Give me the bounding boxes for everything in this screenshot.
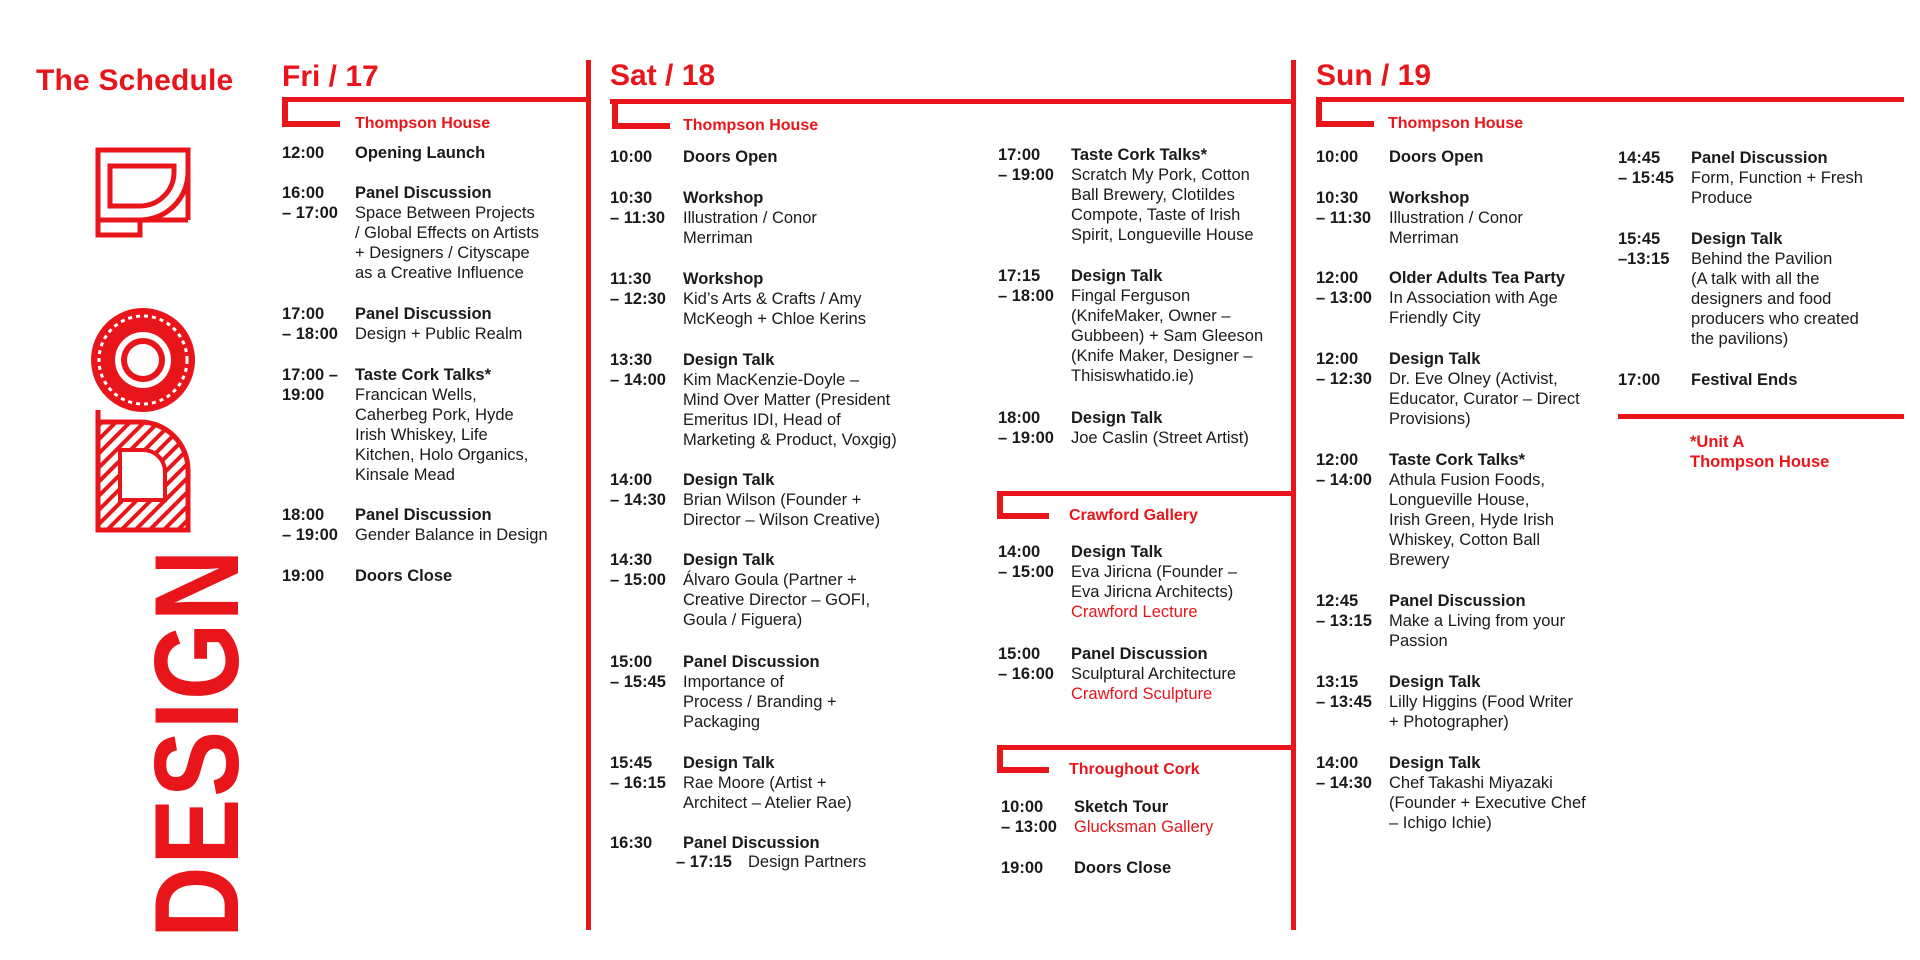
entry-description: Sculptural Architecture <box>1071 665 1237 683</box>
entry-time-end: – 17:15 <box>676 853 732 871</box>
entry-time: 10:00 <box>610 148 653 166</box>
entry-description: Form, Function + Fresh Produce <box>1691 169 1863 207</box>
entry-time: 15:45 –13:15 <box>1618 230 1670 268</box>
entry-title: Panel Discussion <box>355 184 492 202</box>
entry-description: Illustration / Conor Merriman <box>683 209 817 247</box>
entry-time: 12:00 – 14:00 <box>1316 451 1372 489</box>
entry-description: In Association with Age Friendly City <box>1389 289 1558 327</box>
entry-time: 17:00 – 19:00 <box>998 146 1054 184</box>
crawford-bracket <box>997 491 1049 519</box>
sun-header-rule <box>1316 97 1904 102</box>
design-pop-logo <box>90 120 270 940</box>
entry-title: Design Talk <box>1389 350 1481 368</box>
entry-title: Panel Discussion <box>355 305 492 323</box>
entry-title: Doors Open <box>683 148 778 166</box>
entry-description: Scratch My Pork, Cotton Ball Brewery, Clotildes Compote, Taste of Irish Spirit, Longueville House <box>1071 166 1254 244</box>
entry-description: Kim MacKenzie-Doyle – Mind Over Matter (President Emeritus IDI, Head of Marketing & Product, Voxgig) <box>683 371 897 449</box>
entry-title: Panel Discussion <box>683 834 820 852</box>
entry-title: Design Talk <box>1691 230 1783 248</box>
crawford-venue: Crawford Gallery <box>1069 507 1198 524</box>
entry-title: Panel Discussion <box>1071 645 1208 663</box>
entry-description: Illustration / Conor Merriman <box>1389 209 1523 247</box>
entry-time: 12:00 <box>282 144 325 162</box>
entry-time: 12:00 – 13:00 <box>1316 269 1372 307</box>
entry-time: 17:00 – 19:00 <box>282 366 338 404</box>
entry-time: 17:15 – 18:00 <box>998 267 1054 305</box>
entry-description: Brian Wilson (Founder + Director – Wilson Creative) <box>683 491 881 529</box>
entry-title: Taste Cork Talks* <box>1389 451 1526 469</box>
entry-title: Design Talk <box>1071 409 1163 427</box>
entry-time: 19:00 <box>282 567 325 585</box>
entry-title: Design Talk <box>683 351 775 369</box>
entry-title: Workshop <box>683 270 764 288</box>
entry-time: 10:00 – 13:00 <box>1001 798 1057 836</box>
entry-description: Chef Takashi Miyazaki (Founder + Executive Chef – Ichigo Ichie) <box>1389 774 1586 832</box>
entry-description: Álvaro Goula (Partner + Creative Director – GOFI, Goula / Figuera) <box>683 571 871 629</box>
logo-o-sunburst <box>91 308 195 412</box>
entry-title: Taste Cork Talks* <box>355 366 492 384</box>
entry-title: Workshop <box>1389 189 1470 207</box>
entry-title: Opening Launch <box>355 144 486 162</box>
entry-time: 17:00 <box>1618 371 1661 389</box>
entry-time: 17:00 – 18:00 <box>282 305 338 343</box>
entry-time: 10:30 – 11:30 <box>610 189 666 227</box>
entry-time: 18:00 – 19:00 <box>282 506 338 544</box>
entry-description: Kid’s Arts & Crafts / Amy McKeogh + Chloe Kerins <box>683 290 866 328</box>
unit-note: *Unit A Thompson House <box>1690 433 1830 471</box>
entry-description: Dr. Eve Olney (Activist, Educator, Curator – Direct Provisions) <box>1389 370 1580 428</box>
entry-description: Design + Public Realm <box>355 325 523 343</box>
fri-venue: Thompson House <box>355 115 491 132</box>
day-title-sun: Sun / 19 <box>1316 59 1432 92</box>
entry-title: Doors Open <box>1389 148 1484 166</box>
entry-location: Crawford Lecture <box>1071 603 1198 621</box>
entry-title: Taste Cork Talks* <box>1071 146 1208 164</box>
entry-description: Gender Balance in Design <box>355 526 548 544</box>
fri-venue-bracket <box>282 100 340 127</box>
throughout-bracket <box>997 745 1049 773</box>
sun-venue-bracket <box>1316 100 1374 127</box>
entry-description: Design Partners <box>748 853 867 871</box>
entry-time: 18:00 – 19:00 <box>998 409 1054 447</box>
entry-title: Design Talk <box>683 471 775 489</box>
entry-time: 13:15 – 13:45 <box>1316 673 1372 711</box>
entry-title: Older Adults Tea Party <box>1389 269 1566 287</box>
day-title-sat: Sat / 18 <box>610 59 716 92</box>
sat-venue-bracket <box>612 102 670 129</box>
entry-location: Glucksman Gallery <box>1074 818 1214 836</box>
entry-title: Design Talk <box>683 754 775 772</box>
entry-title: Panel Discussion <box>1691 149 1828 167</box>
logo-design-word: DESIGN <box>130 465 264 938</box>
entry-time: 10:30 – 11:30 <box>1316 189 1372 227</box>
logo-p-hatched <box>98 410 188 530</box>
sat-header-rule <box>610 99 1292 104</box>
entry-title: Design Talk <box>683 551 775 569</box>
entry-title: Workshop <box>683 189 764 207</box>
entry-title: Doors Close <box>1074 859 1172 877</box>
entry-time: 16:00 – 17:00 <box>282 184 338 222</box>
entry-description: Lilly Higgins (Food Writer + Photographer) <box>1389 693 1573 731</box>
entry-time: 14:00 – 14:30 <box>1316 754 1372 792</box>
page-title: The Schedule <box>36 64 234 97</box>
entry-description: Francican Wells, Caherbeg Pork, Hyde Irish Whiskey, Life Kitchen, Holo Organics, Kinsale Mead <box>355 386 529 484</box>
entry-description: Athula Fusion Foods, Longueville House, Irish Green, Hyde Irish Whiskey, Cotton Ball Brewery <box>1389 471 1555 569</box>
entry-location: Crawford Sculpture <box>1071 685 1213 703</box>
entry-time: 11:30 – 12:30 <box>610 270 666 308</box>
entry-title: Design Talk <box>1389 673 1481 691</box>
entry-title: Panel Discussion <box>1389 592 1526 610</box>
entry-title: Panel Discussion <box>683 653 820 671</box>
entry-time: 14:00 – 15:00 <box>998 543 1054 581</box>
entry-time: 16:30 <box>610 834 653 852</box>
entry-title: Panel Discussion <box>355 506 492 524</box>
entry-time: 12:45 – 13:15 <box>1316 592 1372 630</box>
entry-description: Behind the Pavilion (A talk with all the designers and food producers who created the pavilions) <box>1691 250 1859 348</box>
entry-time: 13:30 – 14:00 <box>610 351 666 389</box>
entry-time: 14:00 – 14:30 <box>610 471 666 509</box>
logo-p-outline <box>98 150 188 235</box>
entry-time: 15:00 – 15:45 <box>610 653 666 691</box>
entry-time: 15:00 – 16:00 <box>998 645 1054 683</box>
entry-description: Importance of Process / Branding + Packaging <box>683 673 837 731</box>
sat-venue: Thompson House <box>683 117 819 134</box>
entry-title: Design Talk <box>1389 754 1481 772</box>
entry-description: Make a Living from your Passion <box>1389 612 1566 650</box>
entry-time: 10:00 <box>1316 148 1359 166</box>
entry-description: Rae Moore (Artist + Architect – Atelier Rae) <box>683 774 852 812</box>
day-title-fri: Fri / 17 <box>282 60 379 93</box>
sun-venue: Thompson House <box>1388 115 1524 132</box>
throughout-venue: Throughout Cork <box>1069 761 1200 778</box>
entry-title: Design Talk <box>1071 543 1163 561</box>
entry-title: Festival Ends <box>1691 371 1798 389</box>
sun-note-rule <box>1618 414 1904 419</box>
divider-fri-sat <box>586 60 591 930</box>
entry-description: Fingal Ferguson (KnifeMaker, Owner – Gubbeen) + Sam Gleeson (Knife Maker, Designer – Thisiswhatido.ie) <box>1071 287 1264 385</box>
entry-time: 12:00 – 12:30 <box>1316 350 1372 388</box>
entry-time: 14:30 – 15:00 <box>610 551 666 589</box>
entry-description: Joe Caslin (Street Artist) <box>1071 429 1249 447</box>
entry-description: Eva Jiricna (Founder – Eva Jiricna Architects) <box>1071 563 1237 601</box>
entry-time: 15:45 – 16:15 <box>610 754 666 792</box>
entry-title: Doors Close <box>355 567 453 585</box>
entry-description: Space Between Projects / Global Effects on Artists + Designers / Cityscape as a Creative Influence <box>355 204 540 282</box>
entry-time: 19:00 <box>1001 859 1044 877</box>
entry-time: 14:45 – 15:45 <box>1618 149 1674 187</box>
entry-title: Design Talk <box>1071 267 1163 285</box>
entry-title: Sketch Tour <box>1074 798 1169 816</box>
